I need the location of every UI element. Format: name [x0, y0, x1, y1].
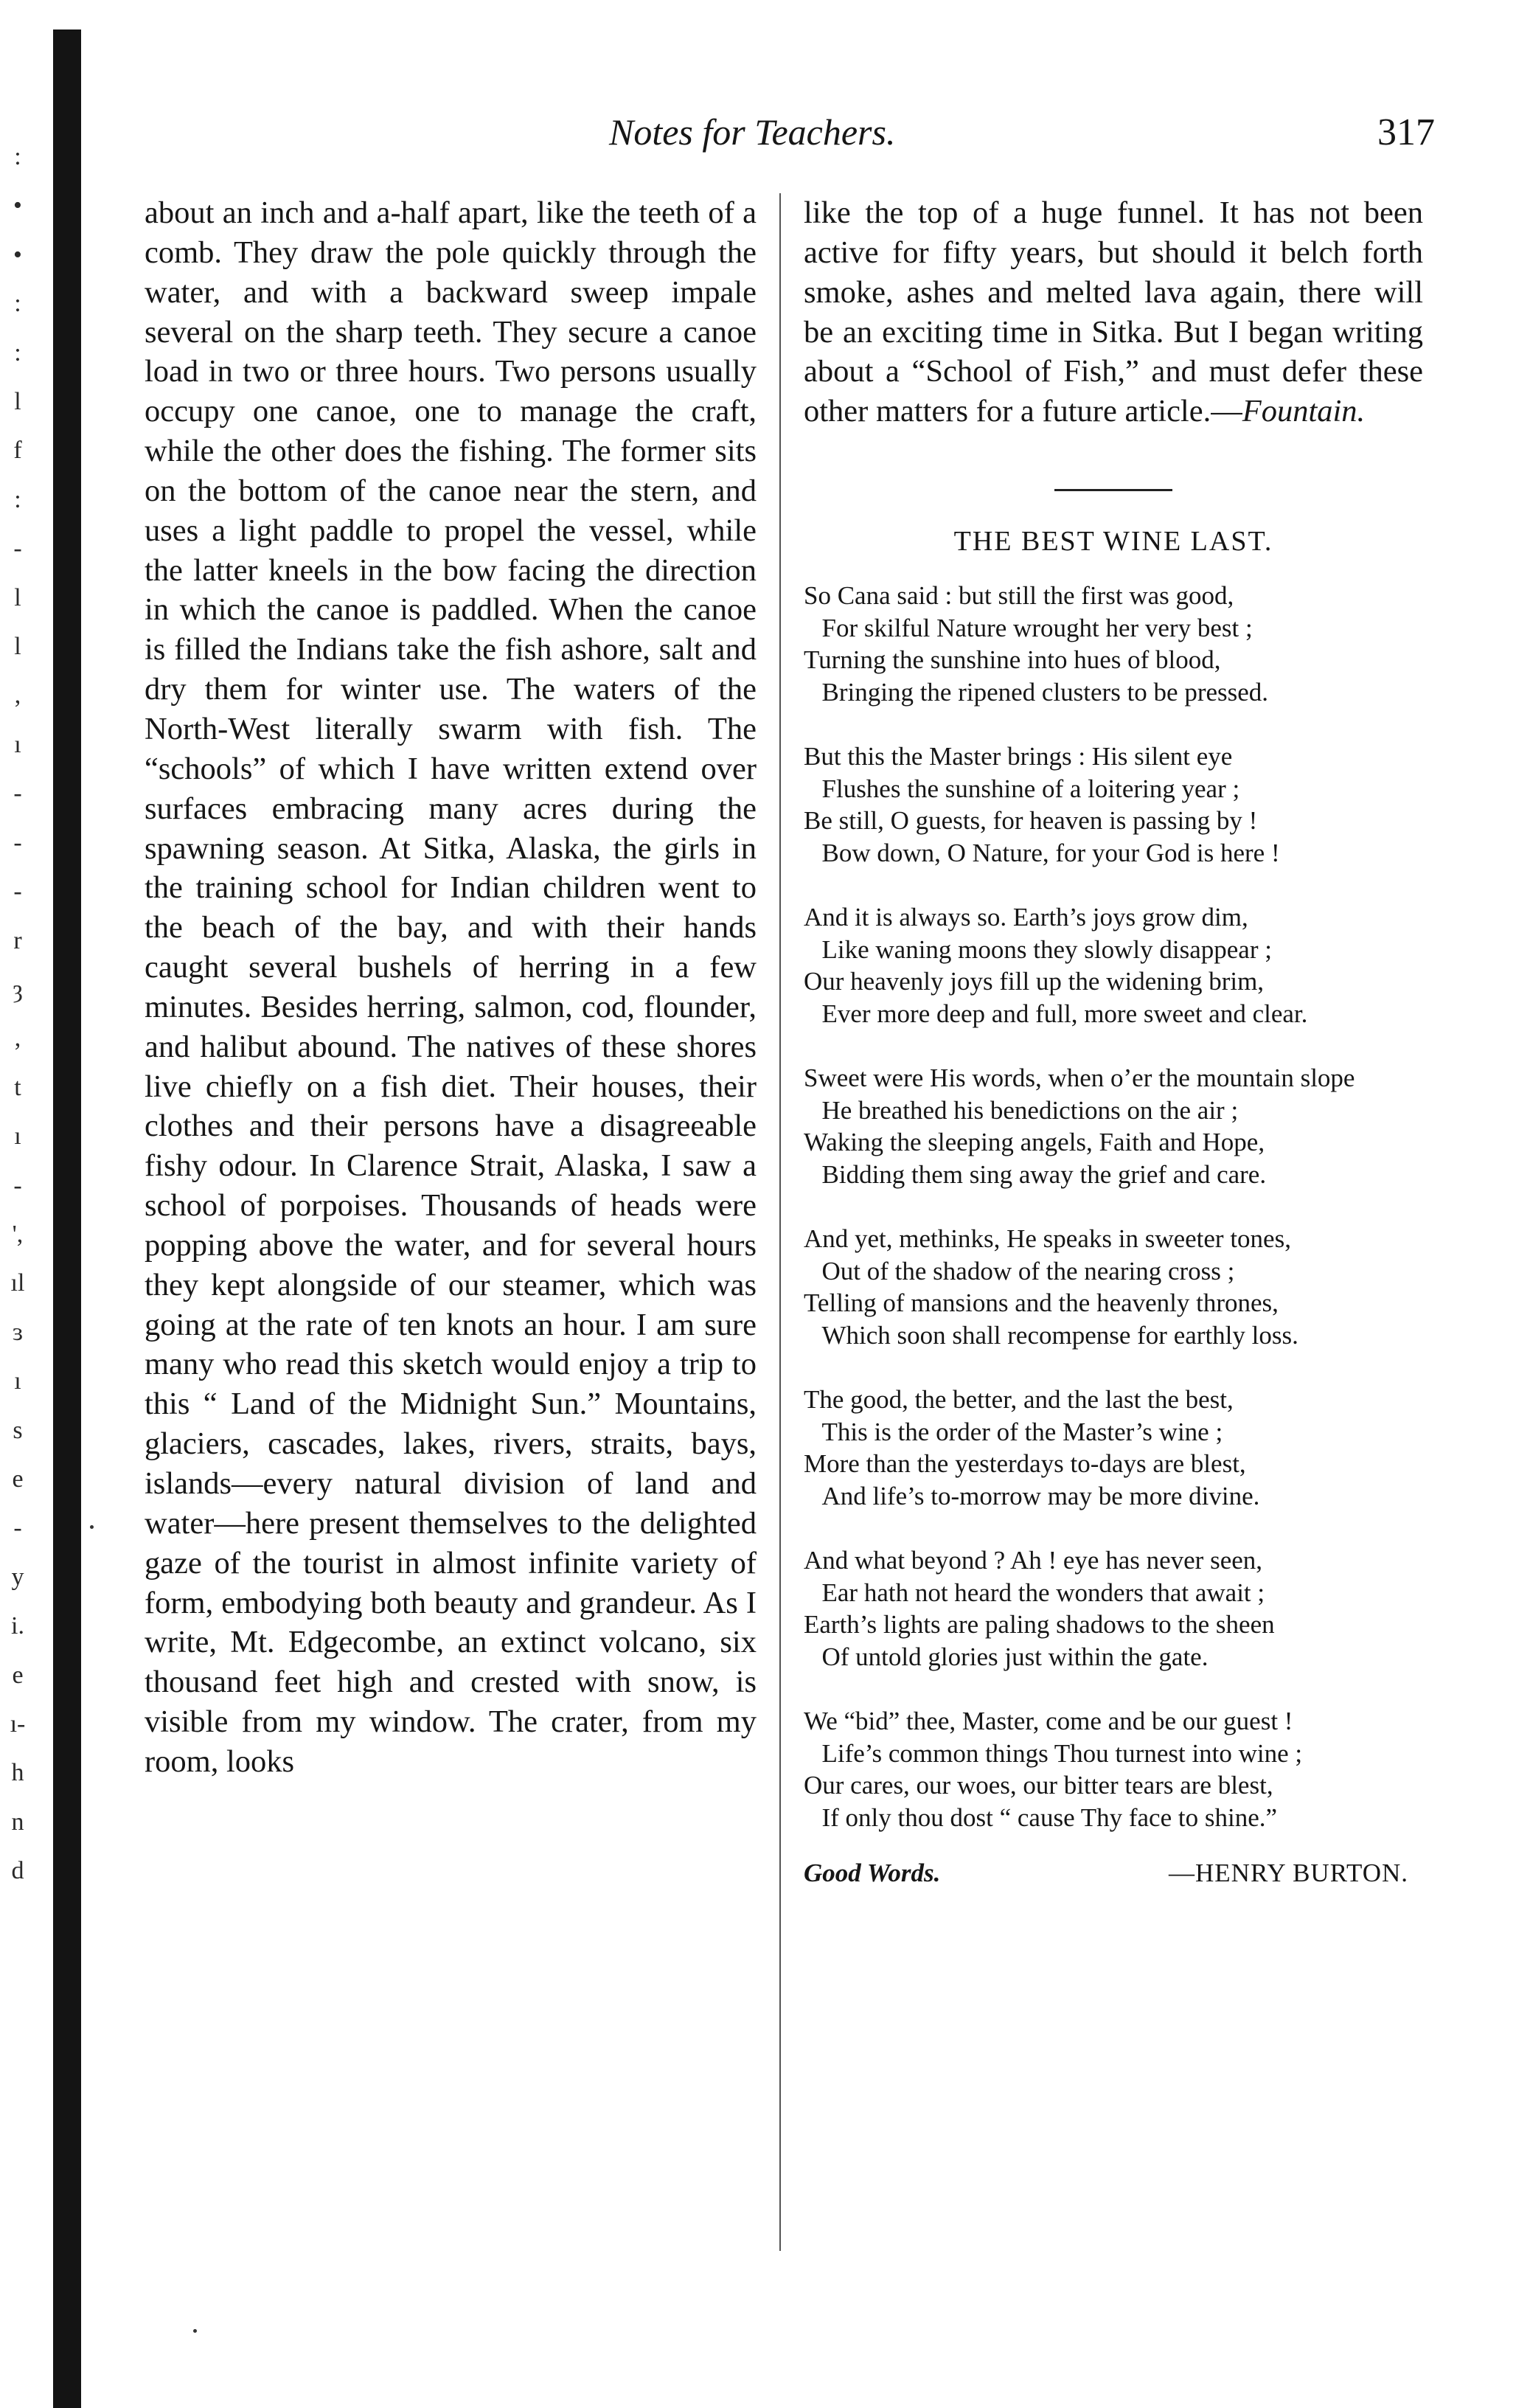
poem-line: And what beyond ? Ah ! eye has never seen,	[804, 1546, 1263, 1575]
poem-stanza	[804, 1705, 1423, 1833]
bleed-char: s	[13, 1416, 23, 1444]
poem-line: The good, the better, and the last the best,	[804, 1385, 1234, 1415]
poem-line: Ever more deep and full, more sweet and clear.	[821, 999, 1308, 1028]
poem-title: THE BEST WINE LAST.	[953, 526, 1273, 558]
poem-line: Like waning moons they slowly disappear ;	[821, 934, 1272, 964]
poem-stanza	[804, 740, 1423, 869]
poem-line: Of untold glories just within the gate.	[821, 1642, 1209, 1671]
bleed-char: ',	[12, 1220, 24, 1248]
bleed-char: l	[14, 583, 21, 611]
bleed-char: i.	[11, 1612, 24, 1640]
speck	[193, 2329, 197, 2333]
bleed-char: n	[11, 1808, 24, 1836]
gutter-bleed-through	[3, 133, 32, 2338]
poem-line: And it is always so. Earth’s joys grow dim,	[804, 903, 1248, 932]
poem-line: Bringing the ripened clusters to be pressed.	[821, 677, 1269, 707]
poem-line: Our cares, our woes, our bitter tears are blest,	[804, 1771, 1273, 1800]
bleed-char: -	[13, 828, 22, 856]
speck	[90, 1525, 94, 1529]
bleed-char: ı	[14, 730, 21, 758]
poem-author: —HENRY BURTON.	[1169, 1859, 1408, 1888]
bleed-char: r	[13, 926, 22, 954]
bleed-char: e	[12, 1465, 24, 1493]
poem-line: So Cana said : but still the first was good,	[804, 581, 1234, 611]
poem-stanza	[804, 1384, 1423, 1512]
poem-line: Ear hath not heard the wonders that await ;	[821, 1578, 1265, 1607]
bleed-char: y	[11, 1563, 24, 1591]
bleed-char: h	[11, 1759, 24, 1787]
left-column	[145, 193, 757, 1782]
poem-line: Earth’s lights are paling shadows to the sheen	[804, 1610, 1275, 1640]
bleed-char: •	[13, 192, 22, 220]
poem-line: Bow down, O Nature, for your God is here !	[821, 838, 1280, 867]
bleed-char: e	[12, 1661, 24, 1689]
bleed-char: ıl	[10, 1269, 25, 1297]
page-number: 317	[1377, 111, 1435, 153]
bleed-char: ,	[14, 1024, 21, 1052]
poem-line: If only thou dost “ cause Thy face to shine.”	[821, 1802, 1278, 1832]
bleed-char: t	[14, 1073, 21, 1101]
bleed-char: d	[11, 1857, 24, 1885]
bleed-char: l	[14, 633, 21, 661]
right-column	[804, 193, 1423, 1895]
bleed-char: f	[13, 437, 22, 465]
poem-stanza	[804, 1544, 1423, 1673]
poem-stanza	[804, 580, 1423, 708]
bleed-char: :	[14, 485, 21, 513]
poem-line: But this the Master brings : His silent eye	[804, 742, 1233, 771]
poem-line: He breathed his benedictions on the air ;	[821, 1095, 1239, 1125]
poem-line: Which soon shall recompense for earthly loss.	[821, 1320, 1298, 1350]
body-paragraph: about an inch and a-half apart, like the teeth of a comb. They draw the pole quickly through the water, and with a backward sweep impale several on the sharp teeth. They secure a canoe load in two or three hours. Two persons usually occupy one canoe, one to manage the craft, while the other does the fishing. The former sits on the bottom of the canoe near the stern, and uses a light paddle to propel the vessel, while the latter kneels in the bow facing the direction in which the canoe is paddled. When the canoe is filled the Indians take the fish ashore, salt and dry them for winter use. The waters of the North-West literally swarm with fish. The “schools” of which I have written extend over surfaces embracing many acres during the spawning season. At Sitka, Alaska, the girls in the training school for Indian children went to the beach of the bay, and with their hands caught several bushels of herring in a few minutes. Besides herring, salmon, cod, flounder, and halibut abound. The natives of these shores live chiefly on a fish diet. Their houses, their clothes and their persons have a disagreeable fishy odour. In Clarence Strait, Alaska, I saw a school of porpoises. Thousands of heads were popping above the water, and for several hours they kept alongside of our steamer, which was going at the rate of ten knots an hour. I am sure many who read this sketch would enjoy a trip to this “ Land of the Midnight Sun.” Mountains, glaciers, cascades, lakes, rivers, straits, bays, islands—every natural division of land and water—here present themselves to the delighted gaze of the tourist in almost infinite variety of form, embodying both beauty and grandeur. As I write, Mt. Edgecombe, an extinct volcano, six thousand feet high and crested with snow, is visible from my window. The crater, from my room, looks	[145, 195, 757, 1779]
poem-line: And yet, methinks, He speaks in sweeter tones,	[804, 1224, 1291, 1254]
poem-line: More than the yesterdays to-days are blest,	[804, 1449, 1246, 1479]
running-header	[145, 111, 1435, 155]
poem-line: Out of the shadow of the nearing cross ;	[821, 1256, 1235, 1285]
poem-line: Waking the sleeping angels, Faith and Hope,	[804, 1128, 1265, 1157]
poem-line: This is the order of the Master’s wine ;	[821, 1417, 1223, 1446]
poem-line: Life’s common things Thou turnest into wine ;	[821, 1738, 1303, 1768]
poem-signature	[804, 1859, 1423, 1895]
poem-line: Telling of mansions and the heavenly thrones,	[804, 1288, 1279, 1318]
bleed-char: •	[13, 240, 22, 268]
bleed-char: :	[14, 339, 21, 367]
bleed-char: ı	[14, 1123, 21, 1151]
poem-stanza	[804, 1223, 1423, 1351]
poem-line: For skilful Nature wrought her very best ;	[821, 613, 1253, 642]
bleed-char: l	[14, 388, 21, 416]
publication-name: Good Words.	[804, 1859, 941, 1888]
poem-line: Our heavenly joys fill up the widening brim,	[804, 967, 1265, 996]
article-source: Fountain.	[1242, 394, 1366, 429]
column-divider	[779, 193, 781, 2251]
bleed-char: :	[14, 290, 21, 318]
bleed-char: -	[13, 1514, 22, 1542]
poem-body	[804, 580, 1423, 1833]
article-conclusion-text: like the top of a huge funnel. It has not been active for fifty years, but should it belch forth smoke, ashes and melted lava again, there will be an exciting time in Sitka. But I began writing about a “School of Fish,” and must defer these other matters for a future article.—	[804, 195, 1423, 429]
bleed-char: -	[13, 1171, 22, 1199]
poem-line: Be still, O guests, for heaven is passing by !	[804, 806, 1258, 836]
poem-line: We “bid” thee, Master, come and be our guest !	[804, 1707, 1293, 1736]
poem-line: Flushes the sunshine of a loitering year ;	[821, 774, 1240, 803]
bleed-char: ,	[14, 681, 21, 709]
poem-line: Turning the sunshine into hues of blood,	[804, 645, 1221, 675]
bleed-char: -	[13, 878, 22, 906]
bleed-char: ı-	[10, 1710, 26, 1738]
poem-line: And life’s to-morrow may be more divine.	[821, 1481, 1260, 1510]
running-title: Notes for Teachers.	[609, 111, 896, 153]
bleed-char: -	[13, 780, 22, 808]
bleed-char: -	[13, 535, 22, 563]
bleed-char: ȝ	[13, 975, 23, 1003]
article-conclusion	[804, 193, 1423, 431]
page-binding-shadow	[53, 30, 81, 2408]
poem-stanza	[804, 901, 1423, 1030]
poem-line: Sweet were His words, when o’er the mountain slope	[804, 1064, 1355, 1093]
poem-line: Bidding them sing away the grief and care.	[821, 1159, 1267, 1189]
section-separator	[1054, 489, 1172, 491]
poem-stanza	[804, 1062, 1423, 1190]
bleed-char: :	[14, 143, 21, 170]
bleed-char: ɜ	[12, 1318, 24, 1346]
bleed-char: ı	[14, 1367, 21, 1395]
